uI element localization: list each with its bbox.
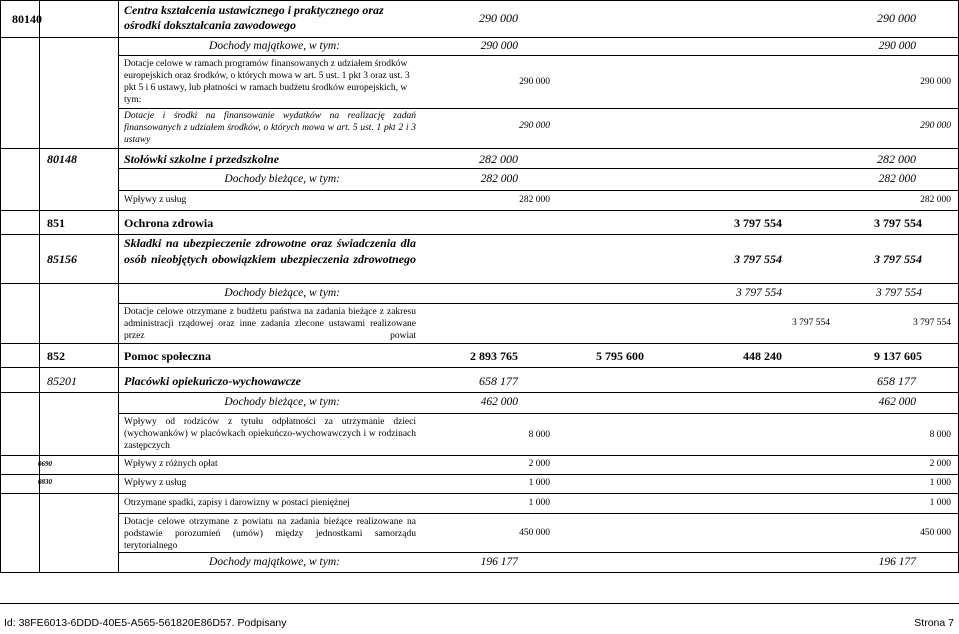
rule [118, 0, 119, 572]
chapter-name: Placówki opiekuńczo-wychowawcze [124, 374, 301, 388]
amount-sum: 290 000 [920, 77, 951, 87]
amount-sum: 3 797 554 [876, 287, 922, 299]
amount-total: 290 000 [480, 40, 518, 52]
item-description: Otrzymane spadki, zapisy i darowizny w postaci pieniężnej [124, 498, 350, 508]
amount-total: 282 000 [519, 195, 550, 205]
item-description: Dotacje celowe otrzymane z budżetu państwa na zadania bieżące z zakresu administracji rządowej oraz inne zadania zlecone ustawami realizowane przez powiat [124, 307, 416, 341]
amount-sum: 8 000 [929, 430, 951, 440]
amount-sum: 1 000 [929, 478, 951, 488]
section-name: Ochrona zdrowia [124, 216, 214, 230]
rule [118, 513, 959, 514]
amount-total: 290 000 [519, 77, 550, 87]
chapter-code: 85201 [47, 374, 77, 388]
amount-sum: 3 797 554 [913, 318, 951, 328]
amount-total: 282 000 [479, 152, 518, 166]
amount-sum: 1 000 [929, 498, 951, 508]
amount-sum: 2 000 [929, 459, 951, 469]
amount-sum: 290 000 [920, 121, 951, 131]
amount-sum: 450 000 [920, 528, 951, 538]
amount-total: 2 000 [528, 459, 550, 469]
section-code: 852 [47, 349, 65, 363]
amount-total: 8 000 [528, 430, 550, 440]
income-type-label: Dochody bieżące, w tym: [224, 287, 340, 299]
amount-sum: 3 797 554 [874, 216, 922, 230]
item-description: Dotacje celowe w ramach programów finansowanych z udziałem środków europejskich oraz środków, o których mowa w art. 5 ust. 1 pkt 3 oraz ust. 3 pkt 5 i 6 ustawy, lub płatności w ramach budżetu środków europejskich, w tym: [124, 59, 410, 105]
amount-total: 1 000 [528, 498, 550, 508]
amount-total: 2 893 765 [470, 349, 518, 363]
section-name: Pomoc społeczna [124, 349, 211, 363]
amount-total: 462 000 [480, 396, 518, 408]
amount-total: 658 177 [479, 374, 518, 388]
amount-sum: 282 000 [920, 195, 951, 205]
chapter-code: 80140 [12, 12, 42, 26]
rule [118, 168, 959, 169]
rule [0, 210, 959, 211]
amount-sum: 196 177 [878, 556, 916, 568]
rule [0, 455, 959, 456]
chapter-code: 85156 [47, 252, 77, 266]
amount-total: 1 000 [528, 478, 550, 488]
rule [0, 343, 959, 344]
amount-total: 290 000 [479, 11, 518, 25]
chapter-name: Stołówki szkolne i przedszkolne [124, 152, 280, 166]
item-description: Dotacje celowe otrzymane z powiatu na zadania bieżące realizowane na podstawie porozumień (umów) między jednostkami samorządu terytorialnego [124, 517, 416, 551]
income-type-label: Dochody bieżące, w tym: [224, 173, 340, 185]
document-id: Id: 38FE6013-6DDD-40E5-A565-561820E86D57. Podpisany [4, 617, 287, 629]
rule [118, 303, 959, 304]
income-type-label: Dochody majątkowe, w tym: [209, 40, 340, 52]
rule [0, 392, 959, 393]
amount-total: 282 000 [480, 173, 518, 185]
amount-sum: 290 000 [878, 40, 916, 52]
rule [39, 0, 40, 572]
amount-total: 3 797 554 [734, 252, 782, 266]
amount-sum: 3 797 554 [874, 252, 922, 266]
amount-total: 3 797 554 [792, 318, 830, 328]
amount-total: 196 177 [480, 556, 518, 568]
page-number: Strona 7 [914, 617, 954, 629]
amount-total: 3 797 554 [734, 216, 782, 230]
rule [0, 234, 959, 235]
rule [0, 603, 959, 604]
amount-sum: 9 137 605 [874, 349, 922, 363]
rule [0, 493, 959, 494]
income-type-label: Dochody bieżące, w tym: [224, 396, 340, 408]
amount-sum: 290 000 [877, 11, 916, 25]
item-description: Wpływy z usług [124, 195, 187, 205]
item-description: Wpływy z usług [124, 478, 187, 488]
rule [0, 474, 959, 475]
rule [0, 148, 959, 149]
amount-sum: 658 177 [877, 374, 916, 388]
rule [0, 37, 959, 38]
rule [0, 572, 959, 573]
paragraph-code: 0830 [38, 478, 52, 486]
rule [118, 552, 959, 553]
amount-2: 5 795 600 [596, 349, 644, 363]
item-description: Dotacje i środki na finansowanie wydatków na realizację zadań finansowanych z udziałem środków, o których mowa w art. 5 ust. 1 pkt 2 i 3 ustawy [124, 111, 416, 145]
amount-sum: 282 000 [878, 173, 916, 185]
amount-sum: 282 000 [877, 152, 916, 166]
paragraph-code: 0690 [38, 460, 52, 468]
chapter-code: 80148 [47, 152, 77, 166]
rule [0, 367, 959, 368]
rule [118, 55, 959, 56]
chapter-name: Centra kształcenia ustawicznego i praktycznego oraz ośrodki dokształcania zawodowego [124, 3, 384, 32]
rule [118, 413, 959, 414]
rule [118, 190, 959, 191]
item-description: Wpływy z różnych opłat [124, 459, 218, 469]
item-description: Wpływy od rodziców z tytułu odpłatności za utrzymanie dzieci (wychowanków) w placówkach opiekuńczo-wychowawczych i w rodzinach zastępczych [124, 417, 416, 451]
chapter-name: Składki na ubezpieczenie zdrowotne oraz świadczenia dla osób nieobjętych obowiązkiem ubezpieczenia zdrowotnego [124, 236, 416, 266]
amount-sum: 462 000 [878, 396, 916, 408]
income-type-label: Dochody majątkowe, w tym: [209, 556, 340, 568]
section-code: 851 [47, 216, 65, 230]
amount-3: 448 240 [743, 349, 782, 363]
rule [0, 0, 959, 1]
rule [0, 283, 959, 284]
amount-total: 3 797 554 [736, 287, 782, 299]
rule [118, 108, 959, 109]
amount-total: 450 000 [519, 528, 550, 538]
rule [0, 0, 1, 572]
amount-total: 290 000 [519, 121, 550, 131]
